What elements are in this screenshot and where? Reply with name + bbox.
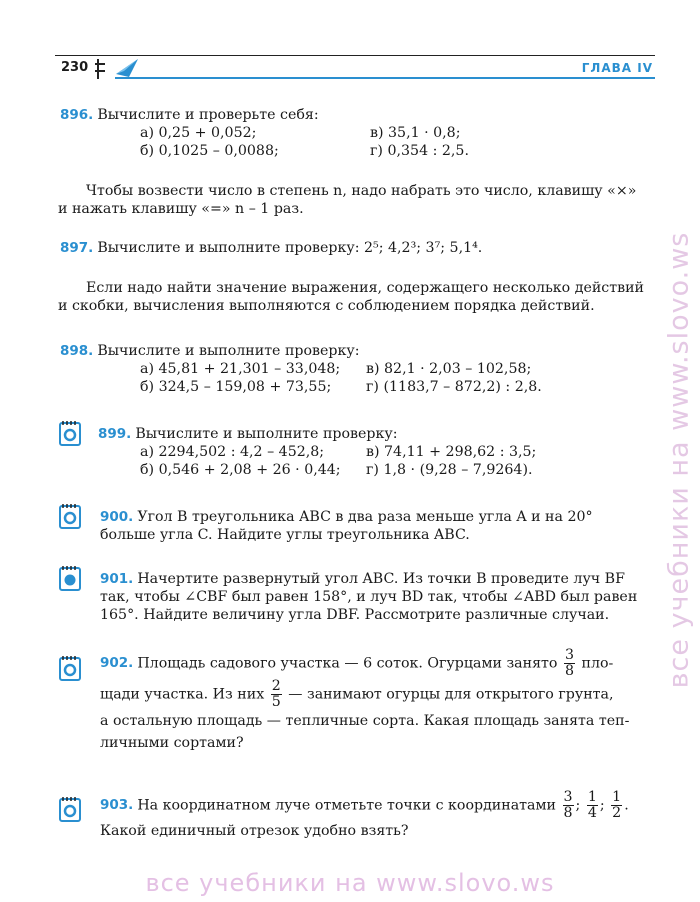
task-text: пло- (581, 655, 614, 672)
notebook-icon (58, 796, 82, 822)
task-item: а) 45,81 + 21,301 – 33,048; (140, 361, 341, 378)
task-title: Вычислите и выполните проверку: (97, 343, 360, 359)
task-item: г) 0,354 : 2,5. (370, 143, 469, 160)
task-item: в) 82,1 · 2,03 – 102,58; (366, 361, 532, 378)
task-text: а остальную площадь — тепличные сорта. Какая площадь занята теп- (100, 712, 630, 729)
task-item: б) 0,1025 – 0,0088; (140, 143, 279, 160)
task-item: а) 0,25 + 0,052; (140, 125, 257, 142)
task-text: Угол B треугольника ABC в два раза меньше угла A и на 20° (137, 509, 593, 525)
task-title: Вычислите и выполните проверку: (135, 426, 398, 442)
task-899 (60, 425, 650, 480)
fraction (564, 648, 575, 679)
watermark-bottom: все учебники на www.slovo.ws (145, 869, 555, 897)
task-item: г) (1183,7 – 872,2) : 2,8. (366, 379, 542, 396)
task-text: 165°. Найдите величину угла DBF. Рассмотрите различные случаи. (100, 607, 610, 624)
paragraph-line: и нажать клавишу «=» n – 1 раз. (58, 201, 304, 218)
header-accent-rule (115, 77, 655, 79)
paragraph-line: и скобки, вычисления выполняются с соблюдением порядка действий. (58, 298, 595, 315)
paper-plane-icon (115, 58, 139, 78)
fraction-denominator: 8 (563, 804, 573, 821)
rule-paragraph (58, 279, 656, 315)
fraction-denominator: 8 (564, 662, 574, 679)
page-number: 230 (61, 60, 89, 75)
task-item: а) 2294,502 : 4,2 – 452,8; (140, 444, 325, 461)
task-number: 898. (60, 343, 94, 359)
task-text: так, чтобы ∠CBF был равен 158°, и луч BD так, чтобы ∠ABD был равен (100, 589, 638, 606)
fraction-denominator: 5 (271, 693, 281, 710)
fraction (611, 790, 622, 821)
fraction-numerator: 1 (587, 789, 597, 805)
fraction-numerator: 3 (563, 789, 573, 805)
rule-paragraph (58, 182, 656, 218)
task-number: 897. (60, 240, 94, 256)
fraction (563, 790, 574, 821)
task-text: Площадь садового участка — 6 соток. Огурцами занято (137, 655, 558, 672)
task-898 (60, 342, 650, 397)
task-901 (100, 570, 652, 625)
fraction-denominator: 2 (612, 804, 622, 821)
fraction (587, 790, 598, 821)
task-number: 896. (60, 107, 94, 123)
task-item: б) 324,5 – 159,08 + 73,55; (140, 379, 332, 396)
page-header (55, 52, 655, 86)
task-text: больше угла C. Найдите углы треугольника ABC. (100, 527, 470, 544)
task-896 (60, 106, 650, 161)
task-903: 903. На координатном луче отметьте точки с координатами $\frac{3}{8}$ ; $\frac{1}{4}$ ; $\frac{1}{2}$ . Какой единичный отрезок удобно взять? (100, 790, 652, 842)
task-text: Начертите развернутый угол ABC. Из точки B проведите луч BF (137, 571, 625, 587)
paragraph-line: Если надо найти значение выражения, содержащего несколько действий (86, 280, 644, 296)
task-text: личными сортами? (100, 734, 244, 751)
task-number: 903. (100, 797, 134, 814)
task-text: щади участка. Из них (100, 686, 265, 703)
fraction-denominator: 4 (587, 804, 597, 821)
task-902 (100, 648, 652, 754)
task-text: Вычислите и выполните проверку: 2⁵; 4,2³; 3⁷; 5,1⁴. (97, 240, 483, 256)
notebook-icon (58, 655, 82, 681)
task-number: 901. (100, 571, 134, 587)
notebook-icon (58, 503, 82, 529)
notebook-filled-icon (58, 565, 82, 591)
task-text: На координатном луче отметьте точки с координатами (137, 797, 556, 814)
task-item: б) 0,546 + 2,08 + 26 · 0,44; (140, 462, 341, 479)
fraction-numerator: 1 (612, 789, 622, 805)
spine-icon (97, 59, 105, 79)
task-900 (100, 508, 650, 544)
chapter-title: ГЛАВА IV (581, 61, 653, 75)
task-item: г) 1,8 · (9,28 – 7,9264). (366, 462, 533, 479)
task-item: в) 35,1 · 0,8; (370, 125, 461, 142)
task-number: 902. (100, 655, 134, 672)
header-rule (55, 55, 655, 56)
fraction (271, 679, 282, 710)
task-text: Какой единичный отрезок удобно взять? (100, 822, 409, 839)
paragraph-line: Чтобы возвести число в степень n, надо набрать это число, клавишу «×» (86, 183, 637, 199)
task-number: 900. (100, 509, 134, 525)
watermark-side: все учебники на www.slovo.ws (663, 231, 695, 689)
task-number: 899. (98, 426, 132, 442)
fraction-numerator: 2 (271, 677, 281, 694)
task-text: — занимают огурцы для открытого грунта, (288, 686, 614, 703)
task-title: Вычислите и проверьте себя: (97, 107, 319, 123)
task-item: в) 74,11 + 298,62 : 3,5; (366, 444, 537, 461)
task-897 (60, 239, 650, 257)
fraction-numerator: 3 (564, 647, 574, 663)
